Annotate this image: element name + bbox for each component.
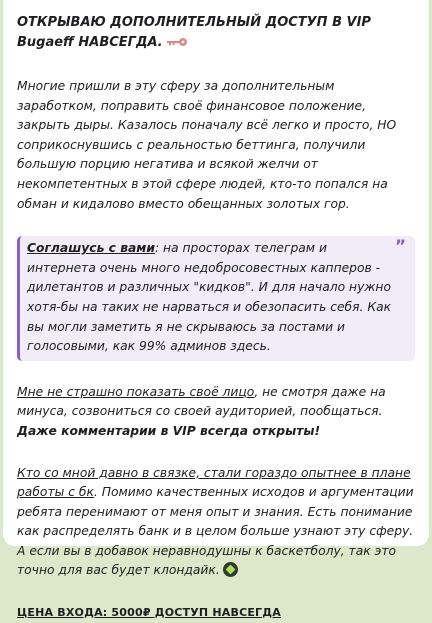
message-title: [17, 13, 415, 53]
face-lead: Мне не страшно показать своё лицо: [17, 384, 255, 399]
key-icon: [166, 37, 188, 47]
paragraph-intro: Многие пришли в эту сферу за дополнительным заработком, поправить своё финансовое положение, закрыть дыры. Казалось поначалу всё легко и просто, НО соприкоснувшись с реальностью беттинга, получили большую порцию негатива и всякой желчи от некомпетентных в этой сфере людей, кто-то попался на обман и кидалово вместо обещанных золотых гор.: [17, 79, 397, 211]
quote-block: [17, 236, 415, 361]
paragraph-experience: [17, 464, 415, 582]
paragraph-face: [17, 383, 415, 442]
quote-text: : на просторах телеграм и интернета очень много недобросовестных капперов - дилетантов и различных "кидков". И для начало нужно хотя-бы на таких не нарваться и обезопасить себя. Как вы могли заметить я не скрываюсь за постами и голосовыми, как 99% админов здесь.: [27, 241, 392, 354]
face-bold: Даже комментарии в VIP всегда открыты!: [17, 423, 321, 438]
title-text: ОТКРЫВАЮ ДОПОЛНИТЕЛЬНЫЙ ДОСТУП В VIP Bugaeff НАВСЕГДА.: [17, 15, 371, 50]
message-bubble: [3, 0, 429, 620]
quote-lead: Соглашусь с вами: [27, 241, 155, 256]
experience-text: . Помимо качественных исходов и аргументации ребята перенимают от меня опыт и знания. Есть понимание как распределять банк и в целом больше узнают эту сферу. А если вы в добавок неравнодушны к баскетболу, так это точно для вас будет клондайк.: [17, 485, 414, 578]
face-text: , не смотря даже на минуса, созвониться со своей аудиторией, пообщаться.: [17, 384, 386, 419]
experience-lead: Кто со мной давно в связке, стали гораздо опытнее в плане работы с бк: [17, 465, 411, 500]
quote-icon: ”: [394, 237, 406, 258]
price-line: ЦЕНА ВХОДА: 5000₽ ДОСТУП НАВСЕГДА: [17, 606, 281, 620]
basketball-emoji-icon: [223, 562, 238, 577]
